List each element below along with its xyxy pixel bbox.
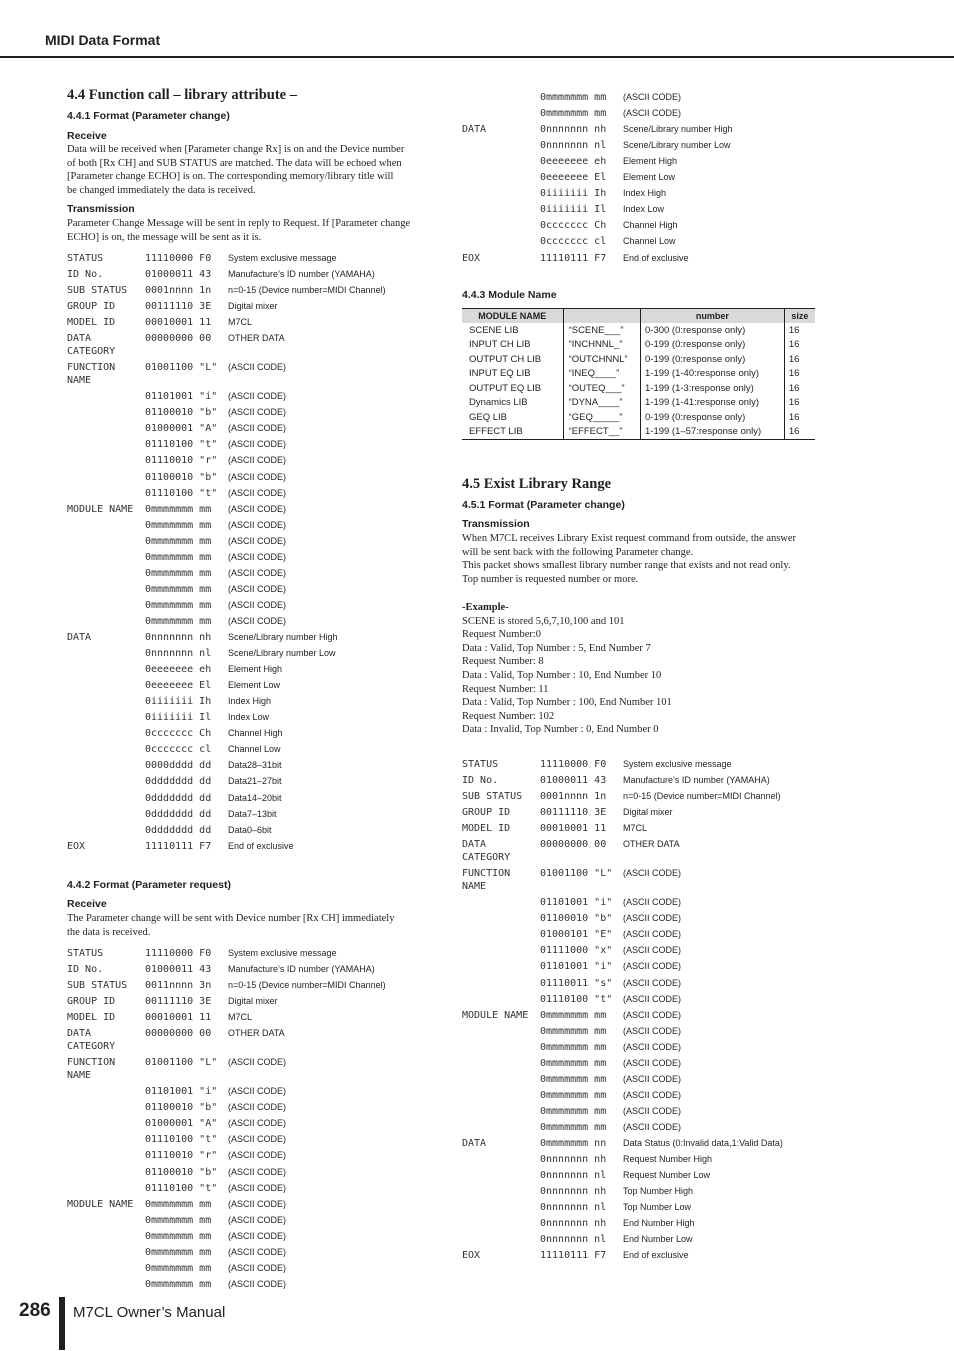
- field-description: (ASCII CODE): [623, 897, 682, 908]
- field-label: ID No.: [462, 775, 499, 787]
- module-code-cell: “SCENE___”: [563, 323, 640, 338]
- field-description: Channel Low: [228, 744, 281, 755]
- field-value: 01110100 "t": [540, 993, 613, 1005]
- field-description: Data28–31bit: [228, 760, 282, 771]
- size-cell: 16: [784, 338, 815, 353]
- field-label: FUNCTION NAME: [462, 868, 511, 893]
- field-description: Index High: [623, 188, 667, 199]
- field-description: (ASCII CODE): [623, 1041, 682, 1052]
- field-label: DATA: [462, 1138, 487, 1149]
- page-header-title: MIDI Data Format: [45, 32, 161, 48]
- field-label: EOX: [462, 1250, 481, 1262]
- field-value: 0iiiiiii Ih: [145, 696, 212, 708]
- size-cell: 16: [784, 381, 815, 396]
- field-description: (ASCII CODE): [228, 535, 287, 546]
- module-table-row: [462, 425, 815, 440]
- field-description: (ASCII CODE): [623, 1089, 682, 1100]
- field-description: (ASCII CODE): [228, 1057, 287, 1068]
- number-cell: 1-199 (1-3:response only): [641, 381, 785, 396]
- field-description: Element High: [228, 664, 283, 675]
- field-value: 00111110 3E: [540, 807, 607, 819]
- field-description: (ASCII CODE): [228, 1134, 287, 1145]
- field-description: (ASCII CODE): [623, 977, 682, 988]
- field-description: (ASCII CODE): [623, 92, 682, 102]
- field-value: 0mmmmmmm mm: [145, 1214, 212, 1226]
- field-description: (ASCII CODE): [623, 1025, 682, 1036]
- field-value: 0mmmmmmm mm: [145, 583, 212, 595]
- field-value: 0mmmmmmm mm: [540, 1121, 607, 1133]
- field-description: (ASCII CODE): [228, 439, 287, 450]
- field-description: Request Number Low: [623, 1170, 711, 1181]
- field-description: (ASCII CODE): [228, 583, 287, 594]
- size-cell: 16: [784, 410, 815, 425]
- field-description: Data7–13bit: [228, 808, 277, 819]
- field-description: M7CL: [623, 823, 648, 834]
- section-4-4-1-title: 4.4.1 Format (Parameter change): [67, 110, 230, 122]
- field-description: (ASCII CODE): [623, 108, 682, 119]
- field-description: Data Status (0:Invalid data,1:Valid Data): [623, 1138, 783, 1148]
- field-description: End Number High: [623, 1218, 695, 1229]
- field-value: 0ccccccc Ch: [540, 220, 607, 232]
- field-label: FUNCTION NAME: [67, 362, 116, 387]
- field-label: ID No.: [67, 964, 104, 976]
- header-rule: [0, 56, 954, 58]
- field-description: Index Low: [623, 204, 665, 215]
- field-value: 01110100 "t": [145, 1134, 218, 1146]
- field-description: Channel High: [228, 728, 283, 739]
- module-code-cell: “DYNA____”: [563, 396, 640, 411]
- field-description: Scene/Library number Low: [623, 140, 731, 151]
- field-value: 0nnnnnnn nl: [540, 1234, 607, 1246]
- field-value: 0iiiiiii Il: [145, 712, 212, 724]
- field-value: 01110100 "t": [145, 487, 218, 499]
- field-label: GROUP ID: [462, 807, 511, 819]
- field-value: 11110000 F0: [145, 948, 212, 959]
- field-label: MODEL ID: [67, 317, 116, 329]
- page-number: 286: [19, 1300, 51, 1321]
- module-code-header: [563, 309, 640, 324]
- page-number-bar: [59, 1297, 65, 1350]
- field-value: 01110010 "r": [145, 455, 218, 467]
- number-cell: 1-199 (1–57:response only): [641, 425, 785, 440]
- field-description: (ASCII CODE): [228, 423, 287, 434]
- section-4-4-3-title: 4.4.3 Module Name: [462, 289, 557, 301]
- module-table-row: [462, 367, 815, 382]
- module-table-row: [462, 410, 815, 425]
- number-cell: 0-199 (0:response only): [641, 352, 785, 367]
- field-description: (ASCII CODE): [623, 929, 682, 940]
- field-value: 01110011 "s": [540, 977, 613, 989]
- field-value: 0ccccccc Ch: [145, 728, 212, 740]
- number-header: number: [641, 309, 785, 324]
- module-name-table: [462, 308, 815, 440]
- module-code-cell: “INEQ____”: [563, 367, 640, 382]
- field-label: MODULE NAME: [67, 503, 134, 515]
- field-value: 00010001 11: [540, 823, 607, 835]
- field-description: (ASCII CODE): [228, 1150, 287, 1161]
- field-label: STATUS: [462, 759, 499, 770]
- field-value: 0mmmmmmm mm: [145, 615, 212, 627]
- field-description: (ASCII CODE): [228, 615, 287, 626]
- module-code-cell: “INCHNNL_”: [563, 338, 640, 353]
- field-value: 0mmmmmmm mm: [540, 1057, 607, 1069]
- field-description: (ASCII CODE): [228, 1278, 287, 1289]
- field-description: (ASCII CODE): [228, 1198, 287, 1209]
- number-cell: 0-300 (0:response only): [641, 323, 785, 338]
- field-value: 0mmmmmmm mm: [540, 1073, 607, 1085]
- field-value: 0nnnnnnn nh: [540, 124, 607, 136]
- field-value: 00111110 3E: [145, 996, 212, 1008]
- field-description: (ASCII CODE): [228, 503, 287, 514]
- field-description: (ASCII CODE): [623, 1105, 682, 1116]
- field-label: STATUS: [67, 253, 104, 264]
- field-label: GROUP ID: [67, 996, 116, 1008]
- size-cell: 16: [784, 352, 815, 367]
- module-table-row: [462, 338, 815, 353]
- receive2-paragraph: The Parameter change will be sent with Device number [Rx CH] immediately the data is received.: [67, 913, 395, 938]
- field-description: (ASCII CODE): [228, 599, 287, 610]
- module-name-cell: GEQ LIB: [469, 411, 508, 423]
- field-value: 01000001 "A": [145, 423, 218, 435]
- field-description: Request Number High: [623, 1154, 713, 1165]
- field-description: (ASCII CODE): [228, 1214, 287, 1225]
- field-description: (ASCII CODE): [623, 868, 682, 879]
- field-description: Channel High: [623, 220, 678, 231]
- field-value: 0011nnnn 3n: [145, 980, 212, 992]
- field-value: 0ccccccc cl: [145, 744, 212, 756]
- field-label: SUB STATUS: [462, 791, 523, 803]
- field-value: 0eeeeeee eh: [540, 156, 607, 168]
- field-value: 0ddddddd dd: [145, 776, 212, 788]
- field-description: System exclusive message: [228, 948, 337, 958]
- field-description: (ASCII CODE): [623, 1073, 682, 1084]
- field-value: 01111000 "x": [540, 945, 613, 957]
- field-value: 01110100 "t": [145, 439, 218, 451]
- field-description: (ASCII CODE): [228, 391, 287, 402]
- field-value: 00111110 3E: [145, 301, 212, 313]
- field-description: Channel Low: [623, 236, 676, 247]
- transmission-paragraph-2: When M7CL receives Library Exist request command from outside, the answer will be sent back with the following Parameter change. This packet shows smallest library number range that exists and not read only. Top number is requested number or more.: [462, 533, 797, 585]
- field-description: Manufacture’s ID number (YAMAHA): [228, 964, 375, 975]
- module-name-cell: Dynamics LIB: [469, 397, 528, 409]
- section-4-5-1-title: 4.5.1 Format (Parameter change): [462, 499, 625, 511]
- field-value: 01101001 "i": [145, 391, 218, 403]
- number-cell: 0-199 (0:response only): [641, 410, 785, 425]
- field-description: OTHER DATA: [623, 839, 680, 850]
- field-description: (ASCII CODE): [228, 551, 287, 562]
- size-cell: 16: [784, 323, 815, 338]
- field-value: 0mmmmmmm mm: [540, 1025, 607, 1037]
- field-description: Index Low: [228, 712, 270, 723]
- module-table-row: [462, 396, 815, 411]
- field-value: 0ddddddd dd: [145, 824, 212, 836]
- module-name-cell: OUTPUT CH LIB: [469, 353, 542, 365]
- receive2-label: Receive: [67, 898, 107, 910]
- field-description: (ASCII CODE): [623, 1057, 682, 1068]
- field-value: 0mmmmmmm mm: [540, 1009, 607, 1021]
- size-cell: 16: [784, 425, 815, 440]
- field-value: 0nnnnnnn nl: [540, 1202, 607, 1214]
- number-cell: 1-199 (1-40:response only): [641, 367, 785, 382]
- field-description: Top Number Low: [623, 1202, 692, 1213]
- field-value: 0mmmmmmm mm: [145, 503, 212, 515]
- field-description: Data14–20bit: [228, 792, 282, 803]
- module-table-row: [462, 323, 815, 338]
- field-description: System exclusive message: [623, 759, 732, 769]
- transmission-label: Transmission: [67, 203, 135, 215]
- field-value: 0mmmmmmm mm: [145, 1198, 212, 1210]
- field-description: Data0–6bit: [228, 824, 272, 835]
- field-value: 01101001 "i": [145, 1086, 218, 1098]
- field-value: 0mmmmmmm mm: [145, 519, 212, 531]
- field-description: Manufacture’s ID number (YAMAHA): [228, 269, 375, 280]
- field-value: 0001nnnn 1n: [540, 791, 607, 803]
- module-code-cell: “GEQ_____”: [563, 410, 640, 425]
- field-description: (ASCII CODE): [228, 1182, 287, 1193]
- field-description: Digital mixer: [623, 807, 673, 818]
- field-value: 01000001 "A": [145, 1118, 218, 1130]
- field-label: FUNCTION NAME: [67, 1057, 116, 1082]
- field-value: 01000011 43: [145, 964, 212, 976]
- field-description: n=0-15 (Device number=MIDI Channel): [228, 285, 386, 296]
- field-description: (ASCII CODE): [228, 362, 287, 373]
- field-description: (ASCII CODE): [228, 519, 287, 530]
- field-value: 0iiiiiii Ih: [540, 188, 607, 200]
- field-description: OTHER DATA: [228, 333, 285, 344]
- module-name-header: MODULE NAME: [462, 309, 563, 324]
- field-label: DATA: [462, 124, 487, 136]
- field-value: 0nnnnnnn nl: [540, 140, 607, 152]
- field-value: 01000011 43: [145, 269, 212, 281]
- field-description: (ASCII CODE): [623, 993, 682, 1004]
- field-value: 11110111 F7: [540, 1250, 607, 1262]
- field-label: MODEL ID: [67, 1012, 116, 1024]
- field-label: DATA: [67, 632, 92, 643]
- field-description: (ASCII CODE): [623, 1121, 682, 1132]
- field-description: Scene/Library number High: [623, 124, 733, 135]
- field-description: Manufacture’s ID number (YAMAHA): [623, 775, 770, 786]
- field-value: 01100010 "b": [145, 1166, 218, 1178]
- transmission-label-2: Transmission: [462, 518, 530, 530]
- field-value: 0nnnnnnn nh: [540, 1154, 607, 1166]
- field-description: (ASCII CODE): [228, 1262, 287, 1273]
- field-value: 0mmmmmmm mm: [145, 567, 212, 579]
- field-value: 0nnnnnnn nl: [145, 648, 212, 660]
- field-label: MODEL ID: [462, 823, 511, 835]
- field-value: 0mmmmmmm mm: [145, 1278, 212, 1290]
- field-description: Index High: [228, 696, 272, 707]
- field-value: 0eeeeeee El: [540, 172, 607, 184]
- module-name-cell: INPUT EQ LIB: [469, 368, 531, 380]
- field-value: 0mmmmmmm mm: [145, 1230, 212, 1242]
- field-label: STATUS: [67, 948, 104, 959]
- module-table-row: [462, 381, 815, 396]
- field-description: Data21–27bit: [228, 776, 282, 787]
- field-value: 01110100 "t": [145, 1182, 218, 1194]
- field-description: (ASCII CODE): [623, 961, 682, 972]
- field-value: 0mmmmmmm mm: [540, 1105, 607, 1117]
- field-description: (ASCII CODE): [228, 1166, 287, 1177]
- field-value: 0mmmmmmm mm: [145, 535, 212, 547]
- transmission-paragraph: Parameter Change Message will be sent in reply to Request. If [Parameter change ECHO] is on, the message will be sent as it is.: [67, 218, 411, 243]
- field-value: 11110000 F0: [145, 253, 212, 264]
- field-value: 11110111 F7: [540, 252, 607, 264]
- module-code-cell: “OUTCHNNL”: [563, 352, 640, 367]
- field-value: 0ccccccc cl: [540, 236, 607, 248]
- field-description: (ASCII CODE): [623, 1009, 682, 1020]
- field-value: 01100010 "b": [145, 471, 218, 483]
- module-name-cell: INPUT CH LIB: [469, 339, 531, 351]
- field-label: ID No.: [67, 269, 104, 281]
- field-description: n=0-15 (Device number=MIDI Channel): [623, 791, 781, 802]
- field-value: 0001nnnn 1n: [145, 285, 212, 297]
- field-description: (ASCII CODE): [228, 1246, 287, 1257]
- example-label: -Example-: [462, 602, 509, 613]
- module-table-row: [462, 352, 815, 367]
- field-description: Element Low: [623, 172, 676, 183]
- field-value: 0mmmmmmm mm: [145, 551, 212, 563]
- module-code-cell: “OUTEQ___”: [563, 381, 640, 396]
- field-value: 0eeeeeee El: [145, 680, 212, 692]
- field-label: MODULE NAME: [67, 1198, 134, 1210]
- field-value: 0nnnnnnn nh: [145, 632, 212, 643]
- field-description: (ASCII CODE): [228, 1230, 287, 1241]
- field-value: 0mmmmmmm mm: [540, 92, 607, 103]
- field-value: 0mmmmmmm mm: [540, 108, 607, 120]
- field-value: 00000000 00: [145, 1028, 212, 1040]
- field-description: Digital mixer: [228, 996, 278, 1007]
- section-4-4-title: 4.4 Function call – library attribute –: [67, 87, 297, 103]
- field-value: 0mmmmmmm nn: [540, 1138, 607, 1149]
- module-name-cell: SCENE LIB: [469, 324, 519, 336]
- receive-paragraph: Data will be received when [Parameter change Rx] is on and the Device number of both [Rx CH] and SUB STATUS are matched. The data will be echoed when [Parameter change ECHO] is on. The corresponding memory/library title will be changed immediately the data is received.: [67, 144, 405, 196]
- field-label: SUB STATUS: [67, 285, 128, 297]
- field-value: 0000dddd dd: [145, 760, 212, 772]
- field-value: 01101001 "i": [540, 897, 613, 909]
- field-description: Scene/Library number High: [228, 632, 338, 642]
- field-value: 01000011 43: [540, 775, 607, 787]
- field-description: M7CL: [228, 317, 253, 328]
- field-value: 0nnnnnnn nl: [540, 1170, 607, 1182]
- field-description: M7CL: [228, 1012, 253, 1023]
- field-value: 0mmmmmmm mm: [540, 1089, 607, 1101]
- receive-label: Receive: [67, 130, 107, 142]
- field-value: 0mmmmmmm mm: [145, 1262, 212, 1274]
- field-label: EOX: [67, 840, 86, 852]
- field-value: 0ddddddd dd: [145, 808, 212, 820]
- field-value: 00000000 00: [145, 333, 212, 345]
- field-description: (ASCII CODE): [623, 945, 682, 956]
- field-value: 01100010 "b": [540, 913, 613, 925]
- field-value: 0mmmmmmm mm: [145, 1246, 212, 1258]
- field-description: End of exclusive: [623, 1250, 689, 1261]
- section-4-5-title: 4.5 Exist Library Range: [462, 476, 612, 492]
- field-description: System exclusive message: [228, 253, 337, 263]
- field-value: 0mmmmmmm mm: [145, 599, 212, 611]
- field-label: DATA CATEGORY: [67, 1028, 116, 1053]
- field-description: (ASCII CODE): [228, 1086, 287, 1097]
- size-header: size: [784, 309, 815, 324]
- field-value: 11110111 F7: [145, 840, 212, 852]
- field-description: Digital mixer: [228, 301, 278, 312]
- field-description: (ASCII CODE): [623, 913, 682, 924]
- field-value: 01110010 "r": [145, 1150, 218, 1162]
- field-label: GROUP ID: [67, 301, 116, 313]
- field-value: 01100010 "b": [145, 1102, 218, 1114]
- section-4-4-2-title: 4.4.2 Format (Parameter request): [67, 879, 231, 891]
- field-description: Element Low: [228, 680, 281, 691]
- field-description: End of exclusive: [623, 252, 689, 263]
- field-description: Scene/Library number Low: [228, 648, 336, 659]
- field-value: 01001100 "L": [145, 362, 218, 374]
- size-cell: 16: [784, 396, 815, 411]
- field-description: (ASCII CODE): [228, 1102, 287, 1113]
- field-label: MODULE NAME: [462, 1009, 529, 1021]
- field-label: DATA CATEGORY: [67, 333, 116, 358]
- field-description: End of exclusive: [228, 840, 294, 851]
- field-value: 0nnnnnnn nh: [540, 1186, 607, 1198]
- field-value: 0iiiiiii Il: [540, 204, 607, 216]
- field-value: 0eeeeeee eh: [145, 664, 212, 676]
- field-value: 01001100 "L": [540, 868, 613, 880]
- field-value: 0mmmmmmm mm: [540, 1041, 607, 1053]
- field-value: 0nnnnnnn nh: [540, 1218, 607, 1230]
- module-code-cell: “EFFECT__”: [563, 425, 640, 440]
- field-label: DATA CATEGORY: [462, 839, 511, 864]
- field-description: (ASCII CODE): [228, 471, 287, 482]
- field-description: (ASCII CODE): [228, 455, 287, 466]
- field-description: n=0-15 (Device number=MIDI Channel): [228, 980, 386, 991]
- field-value: 00000000 00: [540, 839, 607, 851]
- module-name-cell: OUTPUT EQ LIB: [469, 382, 542, 394]
- field-value: 01101001 "i": [540, 961, 613, 973]
- field-value: 00010001 11: [145, 317, 212, 329]
- number-cell: 1-199 (1-41:response only): [641, 396, 785, 411]
- field-description: Element High: [623, 156, 678, 167]
- field-value: 01001100 "L": [145, 1057, 218, 1069]
- field-description: End Number Low: [623, 1234, 693, 1245]
- field-description: (ASCII CODE): [228, 407, 287, 418]
- field-value: 11110000 F0: [540, 759, 607, 770]
- example-block: -Example- SCENE is stored 5,6,7,10,100 and 101 Request Number:0 Data : Valid, Top Number : 5, End Number 7 Request Number: 8 Data : Valid, Top Number : 10, End Number 10 Request Number: 11 Data : Valid, Top Number : 100, End Number 101 Request Number: 102 Data : Invalid, Top Number : 0, End Number 0: [462, 602, 672, 736]
- size-cell: 16: [784, 367, 815, 382]
- field-value: 00010001 11: [145, 1012, 212, 1024]
- module-name-cell: EFFECT LIB: [469, 426, 523, 438]
- field-description: (ASCII CODE): [228, 1118, 287, 1129]
- field-value: 01000101 "E": [540, 929, 613, 941]
- manual-title: M7CL Owner’s Manual: [73, 1304, 226, 1321]
- field-label: SUB STATUS: [67, 980, 128, 992]
- number-cell: 0-199 (0:response only): [641, 338, 785, 353]
- field-description: OTHER DATA: [228, 1028, 285, 1039]
- field-value: 0ddddddd dd: [145, 792, 212, 804]
- field-description: Top Number High: [623, 1186, 694, 1197]
- field-value: 01100010 "b": [145, 407, 218, 419]
- field-description: (ASCII CODE): [228, 567, 287, 578]
- field-description: (ASCII CODE): [228, 487, 287, 498]
- field-label: EOX: [462, 252, 481, 264]
